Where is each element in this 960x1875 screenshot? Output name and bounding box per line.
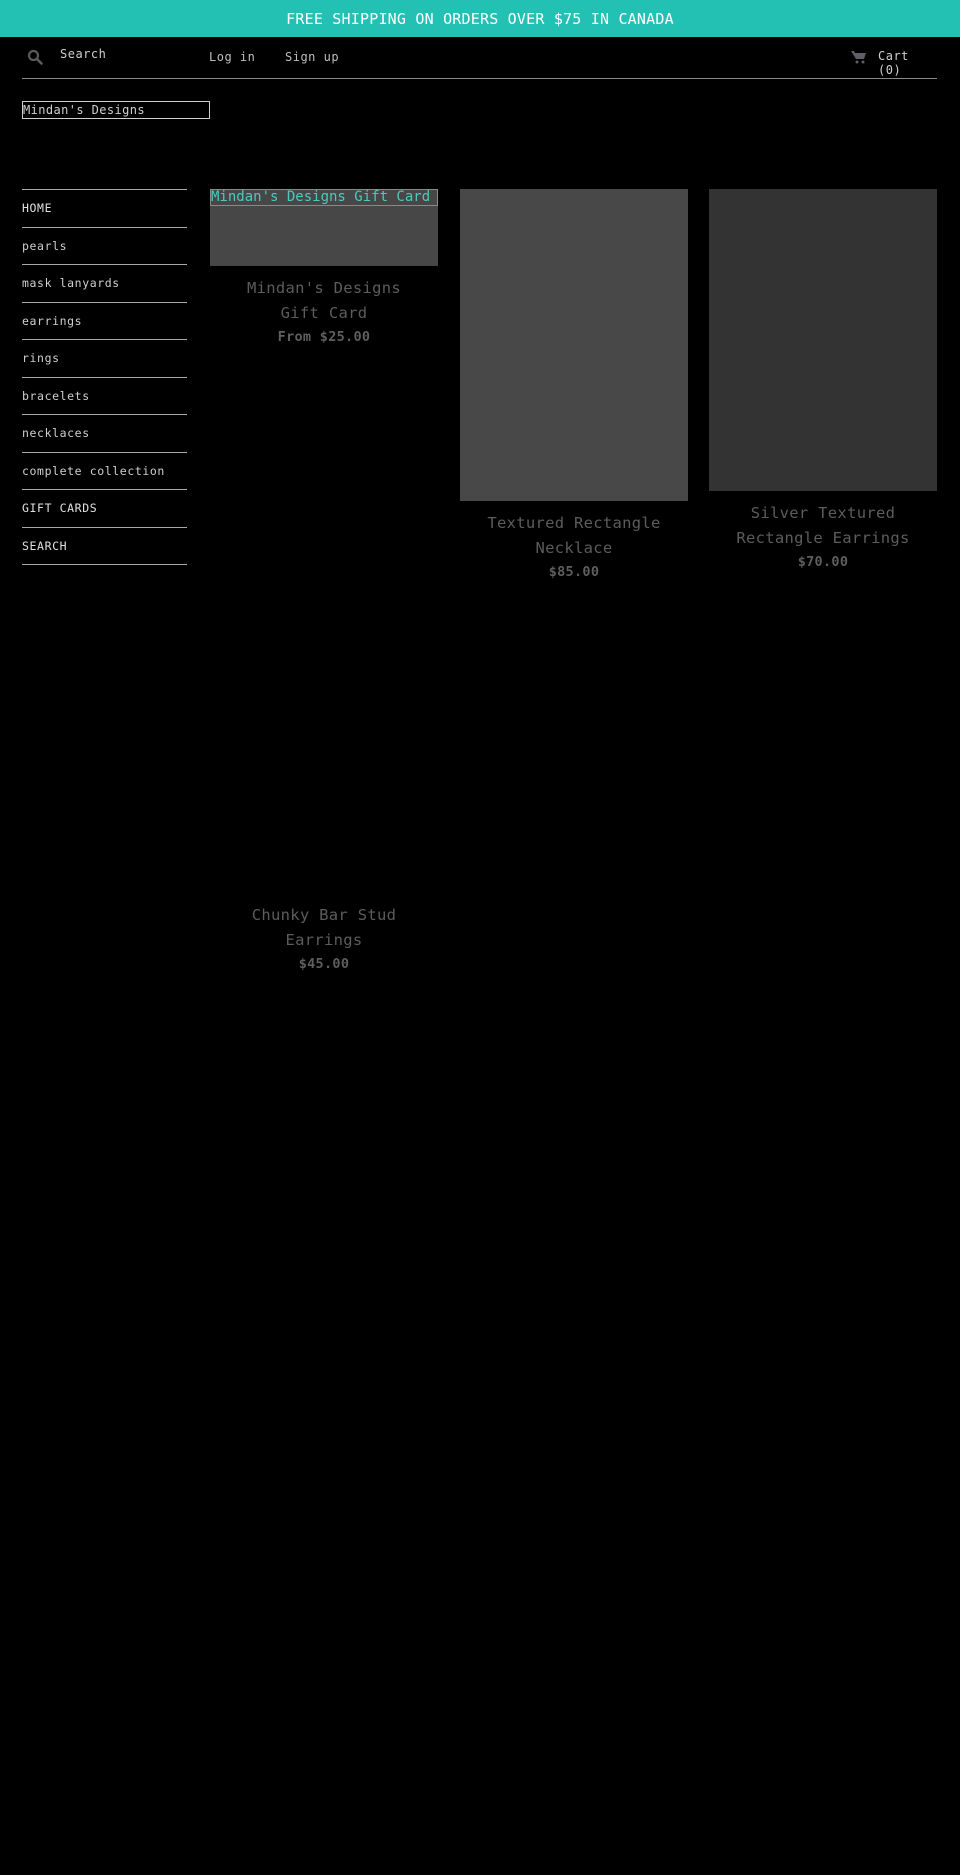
sidebar-nav [22, 189, 187, 565]
sidebar-item-bracelets [22, 378, 187, 416]
cart-link[interactable]: Cart (0) [878, 49, 909, 77]
search-icon[interactable] [27, 49, 43, 65]
sidebar-link-necklaces[interactable]: necklaces [22, 426, 90, 441]
product-price: $85.00 [548, 564, 600, 580]
product-price: From $25.00 [277, 329, 371, 345]
sidebar-link-complete-collection[interactable]: complete collection [22, 463, 165, 478]
announcement-text: FREE SHIPPING ON ORDERS OVER $75 IN CANADA [286, 9, 674, 28]
sidebar-item-pearls [22, 228, 187, 266]
logo-alt-text: Mindan's Designs [23, 103, 145, 117]
sidebar-item-necklaces [22, 415, 187, 453]
product-image-alt: Mindan's Designs Gift Card [210, 189, 438, 206]
product-title[interactable]: Chunky Bar Stud Earrings [251, 906, 397, 949]
product-image[interactable] [460, 189, 688, 501]
sidebar-item-mask-lanyards [22, 265, 187, 303]
sidebar-link-rings[interactable]: rings [22, 351, 60, 366]
sidebar-item-earrings [22, 303, 187, 341]
sidebar-link-earrings[interactable]: earrings [22, 313, 83, 328]
product-card[interactable] [210, 903, 438, 975]
sidebar-item-home [22, 190, 187, 228]
product-card[interactable] [210, 189, 438, 348]
sidebar-link-home[interactable]: HOME [22, 201, 53, 216]
product-title[interactable]: Silver Textured Rectangle Earrings [736, 504, 910, 547]
product-card[interactable] [460, 189, 688, 583]
sidebar-item-search [22, 528, 187, 566]
login-link[interactable]: Log in [209, 50, 256, 64]
sidebar-item-gift-cards [22, 490, 187, 528]
product-image[interactable] [210, 189, 438, 266]
product-price: $45.00 [298, 956, 350, 972]
sidebar-link-gift-cards[interactable]: GIFT CARDS [22, 501, 98, 516]
search-input[interactable]: Search [60, 47, 107, 61]
product-price: $70.00 [797, 554, 849, 570]
sidebar-link-mask-lanyards[interactable]: mask lanyards [22, 276, 120, 291]
product-card[interactable] [709, 189, 937, 573]
sidebar-item-rings [22, 340, 187, 378]
sidebar-item-complete-collection [22, 453, 187, 491]
cart-icon[interactable] [851, 50, 867, 64]
sidebar-link-bracelets[interactable]: bracelets [22, 388, 90, 403]
site-header [22, 37, 937, 79]
product-title[interactable]: Mindan's Designs Gift Card [246, 279, 402, 322]
product-title[interactable]: Textured Rectangle Necklace [487, 514, 661, 557]
sidebar-link-pearls[interactable]: pearls [22, 238, 68, 253]
announcement-banner [0, 0, 960, 37]
sidebar-link-search[interactable]: SEARCH [22, 538, 68, 553]
signup-link[interactable]: Sign up [285, 50, 340, 64]
site-logo[interactable] [22, 101, 210, 119]
product-image[interactable] [709, 189, 937, 491]
